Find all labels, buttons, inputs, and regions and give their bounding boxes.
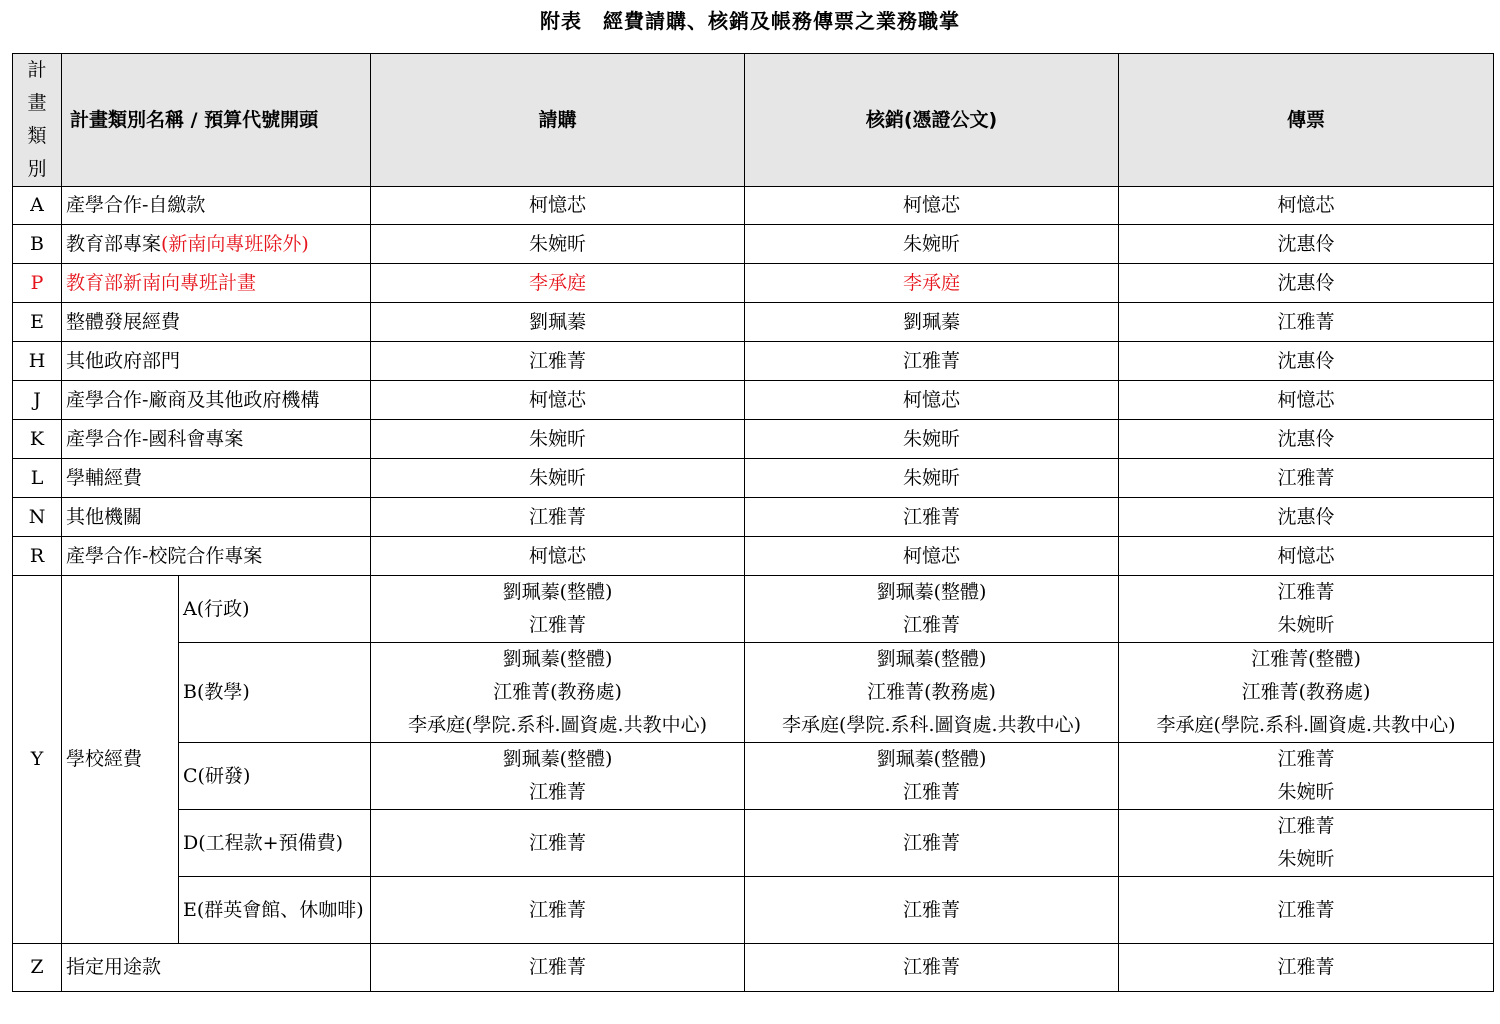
entry-line: 劉珮蓁(整體) — [502, 648, 613, 670]
row-reimburse: 柯憶芯 — [745, 187, 1119, 225]
sub-reimburse — [745, 810, 1119, 877]
row-code: Z — [13, 944, 62, 992]
entry-line: 劉珮蓁(整體) — [502, 748, 613, 770]
row-reimburse: 江雅菁 — [745, 944, 1119, 992]
table-header — [13, 54, 1494, 187]
sub-reimburse — [745, 877, 1119, 944]
header-voucher: 傳票 — [1119, 54, 1494, 187]
row-voucher: 沈惠伶 — [1119, 342, 1494, 381]
entry-line: 江雅菁 — [529, 831, 587, 854]
entry-line: 朱婉昕 — [1277, 848, 1335, 870]
sub-voucher — [1119, 810, 1494, 877]
row-plan-name — [62, 225, 371, 264]
entry-line: 江雅菁 — [529, 781, 587, 803]
sub-reimburse — [745, 743, 1119, 810]
row-purchase: 江雅菁 — [371, 342, 745, 381]
document-title: 附表 經費請購、核銷及帳務傳票之業務職掌 — [540, 9, 960, 33]
entry-line: 江雅菁 — [903, 831, 961, 854]
entry-line: 江雅菁 — [1277, 748, 1335, 770]
row-code: J — [13, 381, 62, 420]
table-row — [13, 576, 1494, 643]
entry-line: 江雅菁(教務處) — [867, 681, 996, 703]
row-plan-name: 教育部新南向專班計畫 — [62, 264, 371, 303]
table-row — [13, 303, 1494, 342]
row-code: B — [13, 225, 62, 264]
row-reimburse: 江雅菁 — [745, 342, 1119, 381]
entry-line: 江雅菁 — [529, 898, 587, 921]
row-plan-name: 產學合作-國科會專案 — [62, 420, 371, 459]
row-purchase: 江雅菁 — [371, 944, 745, 992]
table-row — [13, 187, 1494, 225]
entry-line: 朱婉昕 — [1277, 781, 1335, 803]
row-code: P — [13, 264, 62, 303]
row-purchase: 柯憶芯 — [371, 537, 745, 576]
table-row — [13, 743, 1494, 810]
table-row — [13, 264, 1494, 303]
row-voucher: 江雅菁 — [1119, 459, 1494, 498]
sub-purchase — [371, 576, 745, 643]
entry-line: 李承庭(學院.系科.圖資處.共教中心) — [1156, 714, 1456, 736]
row-code: E — [13, 303, 62, 342]
row-code: K — [13, 420, 62, 459]
header-purchase: 請購 — [371, 54, 745, 187]
row-voucher: 沈惠伶 — [1119, 420, 1494, 459]
table-row — [13, 459, 1494, 498]
sub-category-label: B(教學) — [179, 643, 371, 743]
sub-category-label: C(研發) — [179, 743, 371, 810]
row-purchase: 劉珮蓁 — [371, 303, 745, 342]
row-plan-name-note: (新南向專班除外) — [161, 232, 309, 255]
table-row — [13, 498, 1494, 537]
header-plan-category — [13, 54, 62, 187]
sub-category-label: A(行政) — [179, 576, 371, 643]
entry-line: 江雅菁(教務處) — [1241, 681, 1371, 703]
row-reimburse: 江雅菁 — [745, 498, 1119, 537]
entry-line: 劉珮蓁(整體) — [876, 748, 987, 770]
sub-purchase — [371, 743, 745, 810]
row-plan-name: 產學合作-廠商及其他政府機構 — [62, 381, 371, 420]
row-purchase: 朱婉昕 — [371, 420, 745, 459]
sub-purchase — [371, 810, 745, 877]
header-reimburse: 核銷(憑證公文) — [745, 54, 1119, 187]
sub-category-label: E(群英會館、休咖啡) — [179, 877, 371, 944]
row-code: R — [13, 537, 62, 576]
row-reimburse: 柯憶芯 — [745, 381, 1119, 420]
row-reimburse: 劉珮蓁 — [745, 303, 1119, 342]
row-voucher: 柯憶芯 — [1119, 537, 1494, 576]
row-purchase: 柯憶芯 — [371, 381, 745, 420]
entry-line: 朱婉昕 — [1277, 614, 1335, 636]
entry-line: 江雅菁(整體) — [1251, 648, 1361, 670]
row-code: L — [13, 459, 62, 498]
table-row — [13, 225, 1494, 264]
row-code: Y — [13, 576, 62, 944]
row-reimburse: 柯憶芯 — [745, 537, 1119, 576]
row-voucher: 江雅菁 — [1119, 303, 1494, 342]
sub-voucher — [1119, 576, 1494, 643]
row-plan-name: 產學合作-自繳款 — [62, 187, 371, 225]
row-plan-name: 指定用途款 — [62, 944, 371, 992]
entry-line: 劉珮蓁(整體) — [502, 581, 613, 603]
row-purchase: 朱婉昕 — [371, 459, 745, 498]
row-plan-name: 學校經費 — [62, 576, 179, 944]
entry-line: 江雅菁 — [529, 614, 587, 636]
entry-line: 江雅菁 — [903, 898, 961, 921]
sub-voucher — [1119, 643, 1494, 743]
table-row — [13, 877, 1494, 944]
responsibility-table — [12, 53, 1494, 992]
table-row — [13, 944, 1494, 992]
entry-line: 江雅菁(教務處) — [493, 681, 622, 703]
header-plan-category-text: 計畫類別 — [27, 59, 47, 180]
row-voucher: 柯憶芯 — [1119, 187, 1494, 225]
table-row — [13, 810, 1494, 877]
sub-voucher — [1119, 743, 1494, 810]
table-row — [13, 643, 1494, 743]
entry-line: 江雅菁 — [903, 781, 961, 803]
entry-line: 李承庭(學院.系科.圖資處.共教中心) — [408, 714, 707, 736]
entry-line: 江雅菁 — [1277, 898, 1335, 921]
row-plan-name: 其他政府部門 — [62, 342, 371, 381]
table-row — [13, 342, 1494, 381]
sub-reimburse — [745, 576, 1119, 643]
row-purchase: 柯憶芯 — [371, 187, 745, 225]
table-row — [13, 420, 1494, 459]
row-plan-name: 學輔經費 — [62, 459, 371, 498]
entry-line: 劉珮蓁(整體) — [876, 581, 987, 603]
entry-line: 江雅菁 — [1277, 815, 1335, 837]
table-body — [13, 187, 1494, 992]
sub-voucher — [1119, 877, 1494, 944]
row-code: H — [13, 342, 62, 381]
row-plan-name: 整體發展經費 — [62, 303, 371, 342]
row-voucher: 江雅菁 — [1119, 944, 1494, 992]
table-row — [13, 381, 1494, 420]
entry-line: 江雅菁 — [1277, 581, 1335, 603]
row-reimburse: 朱婉昕 — [745, 225, 1119, 264]
entry-line: 李承庭(學院.系科.圖資處.共教中心) — [782, 714, 1081, 736]
header-plan-name: 計畫類別名稱 / 預算代號開頭 — [62, 54, 371, 187]
row-voucher: 沈惠伶 — [1119, 264, 1494, 303]
row-code: A — [13, 187, 62, 225]
sub-purchase — [371, 643, 745, 743]
row-reimburse: 朱婉昕 — [745, 459, 1119, 498]
sub-purchase — [371, 877, 745, 944]
entry-line: 江雅菁 — [903, 614, 961, 636]
sub-category-label: D(工程款+預備費) — [179, 810, 371, 877]
row-reimburse: 李承庭 — [745, 264, 1119, 303]
table-row — [13, 537, 1494, 576]
row-purchase: 朱婉昕 — [371, 225, 745, 264]
row-code: N — [13, 498, 62, 537]
row-voucher: 沈惠伶 — [1119, 225, 1494, 264]
row-purchase: 江雅菁 — [371, 498, 745, 537]
row-voucher: 沈惠伶 — [1119, 498, 1494, 537]
entry-line: 劉珮蓁(整體) — [876, 648, 987, 670]
row-plan-name: 產學合作-校院合作專案 — [62, 537, 371, 576]
row-reimburse: 朱婉昕 — [745, 420, 1119, 459]
sub-reimburse — [745, 643, 1119, 743]
row-plan-name: 其他機關 — [62, 498, 371, 537]
row-purchase: 李承庭 — [371, 264, 745, 303]
row-voucher: 柯憶芯 — [1119, 381, 1494, 420]
row-plan-name-main: 教育部專案 — [66, 232, 162, 255]
